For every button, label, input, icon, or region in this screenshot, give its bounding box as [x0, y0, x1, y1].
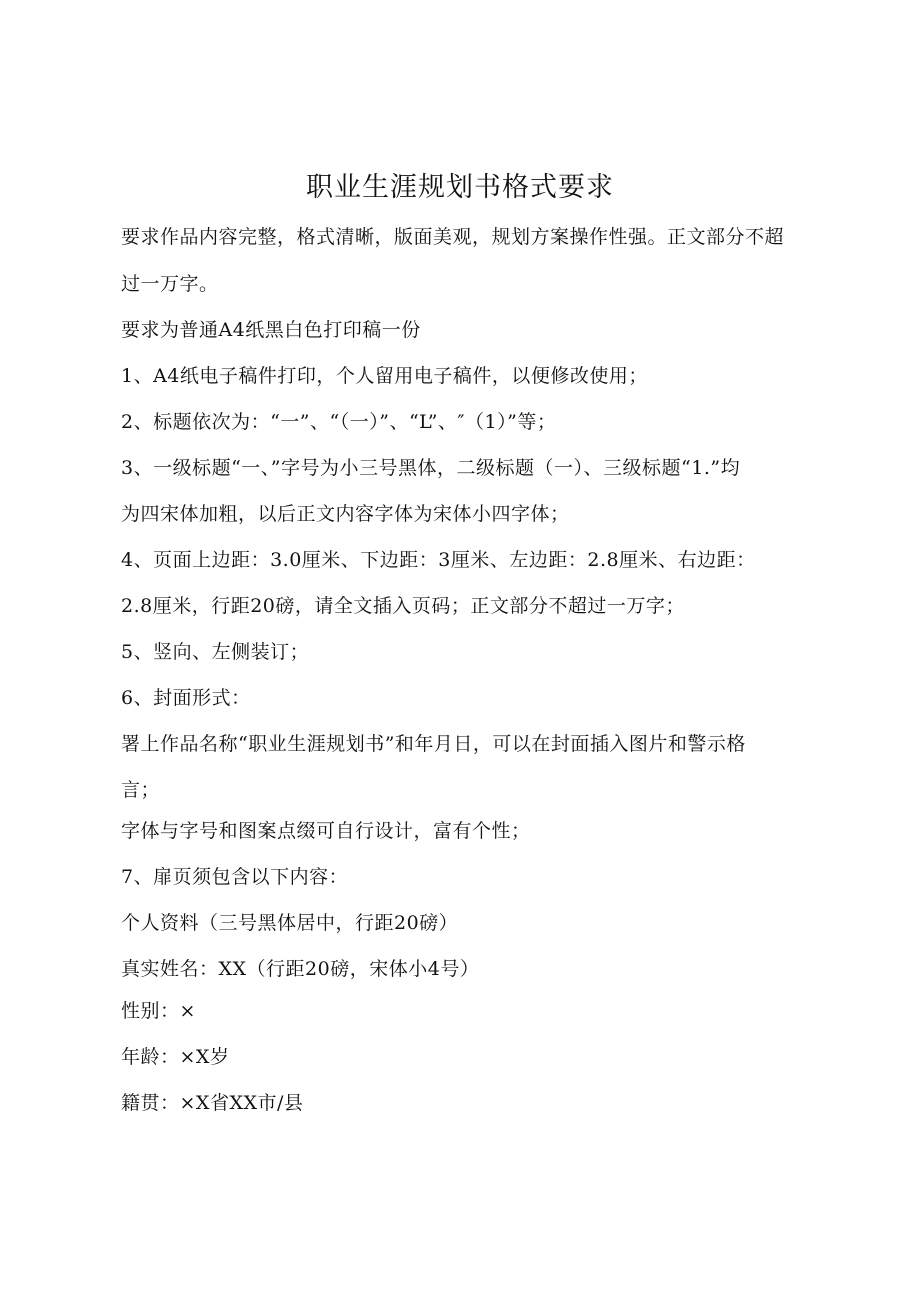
cover-requirement-line-2: 言；: [121, 779, 161, 801]
print-requirement: 要求为普通A4纸黑白色打印稿一份: [121, 319, 421, 341]
rule-2: 2、标题依次为：“一”、“（一）”、“L”、″（1）”等；: [121, 411, 557, 433]
real-name-field: 真实姓名：XX（行距20磅，宋体小4号）: [121, 958, 480, 980]
rule-6: 6、封面形式：: [121, 687, 251, 709]
hometown-field: 籍贯：×X省XX市/县: [121, 1092, 304, 1114]
requirement-intro-line-2: 过一万字。: [121, 273, 219, 295]
rule-5: 5、竖向、左侧装订；: [121, 641, 310, 663]
rule-1: 1、A4纸电子稿件打印，个人留用电子稿件，以便修改使用；: [121, 365, 648, 387]
rule-3-line-2: 为四宋体加粗，以后正文内容字体为宋体小四字体；: [121, 503, 570, 525]
personal-info-heading: 个人资料（三号黑体居中，行距20磅）: [121, 912, 459, 934]
gender-field: 性别：×: [121, 1000, 196, 1022]
cover-requirement-line-1: 署上作品名称“职业生涯规划书”和年月日，可以在封面插入图片和警示格: [121, 733, 746, 755]
rule-4-line-1: 4、页面上边距：3.0厘米、下边距：3厘米、左边距：2.8厘米、右边距：: [121, 549, 756, 571]
age-field: 年龄：×X岁: [121, 1046, 230, 1068]
rule-7: 7、扉页须包含以下内容：: [121, 866, 349, 888]
cover-design-note: 字体与字号和图案点缀可自行设计，富有个性；: [121, 820, 531, 842]
requirement-intro-line-1: 要求作品内容完整，格式清晰，版面美观，规划方案操作性强。正文部分不超: [121, 226, 785, 248]
rule-4-line-2: 2.8厘米，行距20磅，请全文插入页码；正文部分不超过一万字；: [121, 595, 685, 617]
document-title: 职业生涯规划书格式要求: [306, 172, 614, 203]
rule-3-line-1: 3、一级标题“一、”字号为小三号黑体，二级标题（一）、三级标题“1.”均: [121, 457, 741, 479]
